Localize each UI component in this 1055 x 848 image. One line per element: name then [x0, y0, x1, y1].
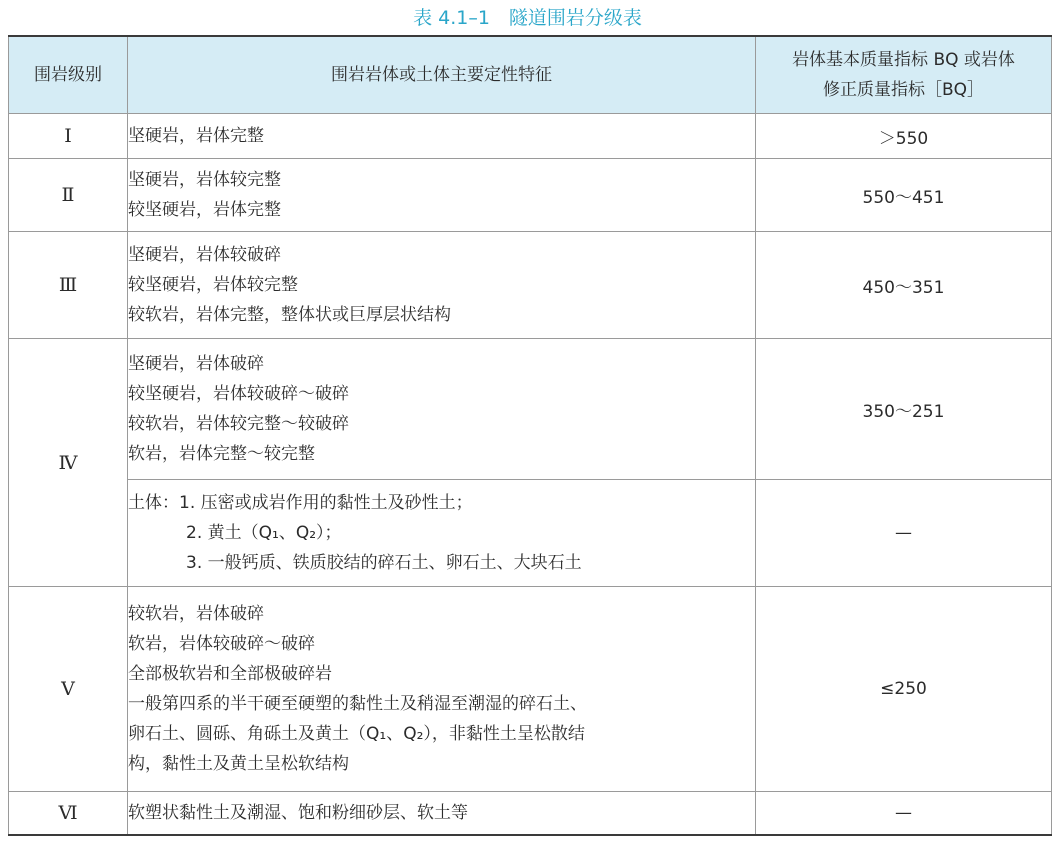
soil-head-line: 土体：1. 压密或成岩作用的黏性土及砂性土； — [128, 493, 473, 513]
feature-line: 较软岩，岩体完整，整体状或巨厚层状结构 — [128, 305, 451, 325]
bq-cell: — — [756, 792, 1052, 836]
feature-line: 软岩，岩体较破碎～破碎 — [128, 634, 315, 654]
bq-cell: — — [756, 480, 1052, 587]
feature-line: 较坚硬岩，岩体较破碎～破碎 — [128, 384, 349, 404]
feature-cell — [128, 114, 756, 159]
feature-line: 构，黏性土及黄土呈松软结构 — [128, 754, 349, 774]
feature-line: 较坚硬岩，岩体完整 — [128, 200, 281, 220]
table-row — [9, 114, 1052, 159]
soil-item-line: 2. 黄土（Q₁、Q₂）； — [186, 523, 342, 543]
bq-cell: 450～351 — [756, 232, 1052, 339]
feature-cell — [128, 339, 756, 480]
level-cell: Ⅰ — [9, 114, 128, 159]
feature-line: 较坚硬岩，岩体较完整 — [128, 275, 298, 295]
feature-line: 软塑状黏性土及潮湿、饱和粉细砂层、软土等 — [128, 803, 468, 823]
table-row — [9, 480, 1052, 587]
feature-line: 坚硬岩，岩体较破碎 — [128, 245, 281, 265]
rock-grading-table — [8, 35, 1052, 836]
header-feature: 围岩岩体或土体主要定性特征 — [128, 36, 756, 114]
level-cell: Ⅳ — [9, 339, 128, 587]
table-header-row — [9, 36, 1052, 114]
feature-cell — [128, 159, 756, 232]
feature-line: 坚硬岩，岩体较完整 — [128, 170, 281, 190]
feature-cell — [128, 232, 756, 339]
table-row — [9, 159, 1052, 232]
header-bq-line1: 岩体基本质量指标 BQ 或岩体 — [792, 50, 1015, 70]
level-cell: Ⅴ — [9, 587, 128, 792]
feature-line: 坚硬岩，岩体完整 — [128, 126, 264, 146]
feature-line: 卵石土、圆砾、角砾土及黄土（Q₁、Q₂），非黏性土呈松散结 — [128, 724, 585, 744]
table-row — [9, 587, 1052, 792]
bq-cell: ≤250 — [756, 587, 1052, 792]
table-caption: 表 4.1–1 隧道围岩分级表 — [413, 7, 642, 29]
header-bq — [756, 36, 1052, 114]
level-cell: Ⅱ — [9, 159, 128, 232]
header-level: 围岩级别 — [9, 36, 128, 114]
feature-line: 较软岩，岩体破碎 — [128, 604, 264, 624]
level-cell: Ⅵ — [9, 792, 128, 836]
feature-cell — [128, 792, 756, 836]
level-cell: Ⅲ — [9, 232, 128, 339]
soil-item-line: 3. 一般钙质、铁质胶结的碎石土、卵石土、大块石土 — [186, 553, 582, 573]
header-bq-line2: 修正质量指标［BQ］ — [822, 80, 985, 100]
feature-line: 软岩，岩体完整～较完整 — [128, 444, 315, 464]
feature-cell — [128, 587, 756, 792]
bq-cell: 350～251 — [756, 339, 1052, 480]
feature-line: 坚硬岩，岩体破碎 — [128, 354, 264, 374]
feature-line: 一般第四系的半干硬至硬塑的黏性土及稍湿至潮湿的碎石土、 — [128, 694, 587, 714]
table-row — [9, 232, 1052, 339]
feature-line: 全部极软岩和全部极破碎岩 — [128, 664, 332, 684]
feature-line: 较软岩，岩体较完整～较破碎 — [128, 414, 349, 434]
table-row — [9, 792, 1052, 836]
bq-cell: ＞550 — [756, 114, 1052, 159]
bq-cell: 550～451 — [756, 159, 1052, 232]
table-row — [9, 339, 1052, 480]
feature-cell — [128, 480, 756, 587]
